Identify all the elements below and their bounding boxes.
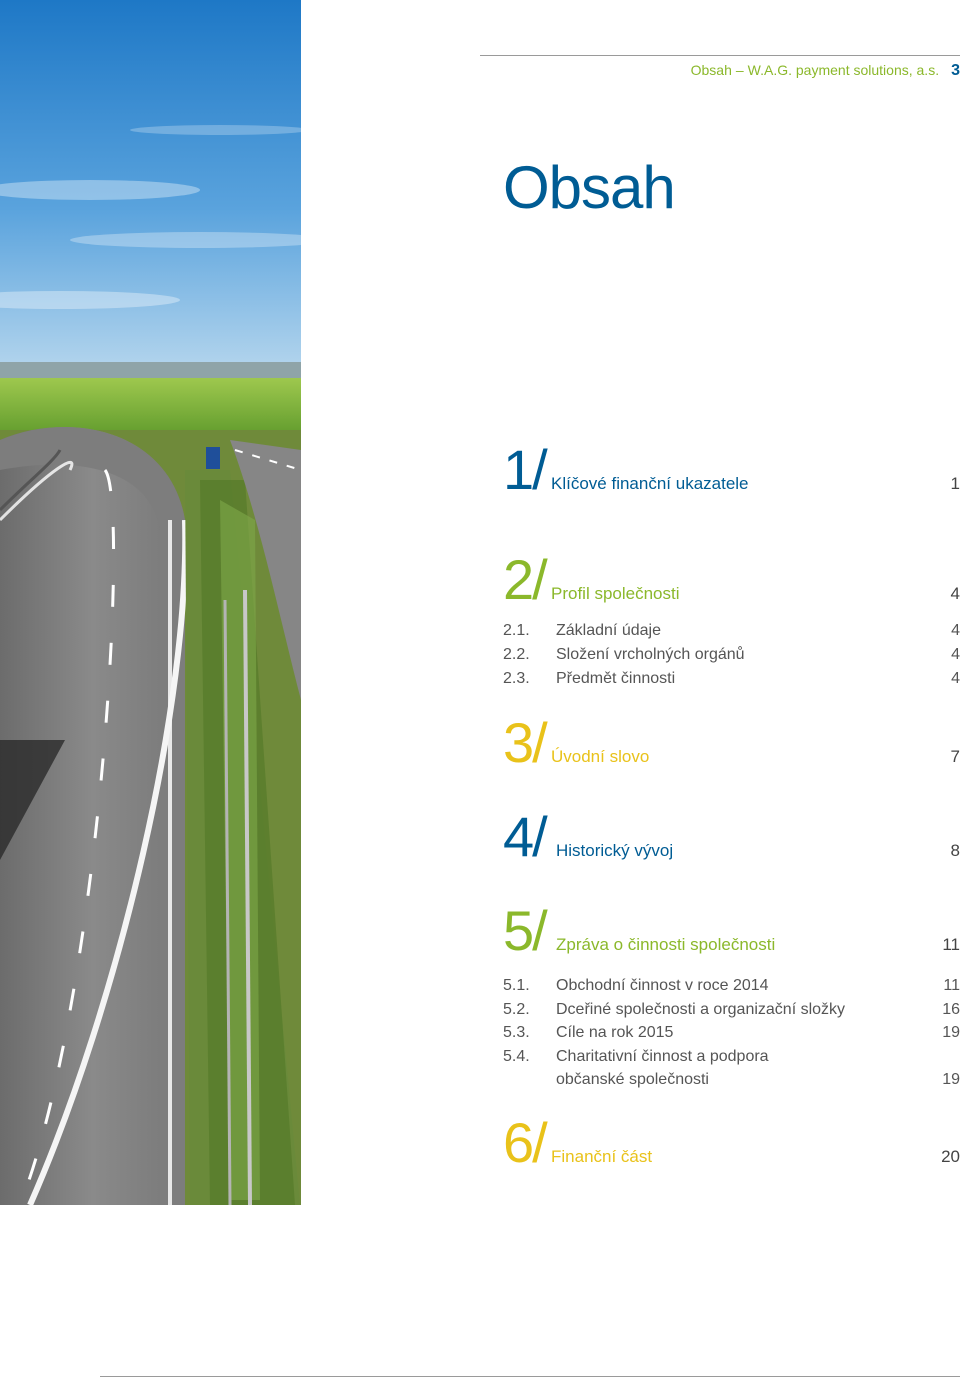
toc-section-3[interactable]	[503, 711, 960, 774]
header-rule	[480, 55, 960, 56]
toc-section-page: 1	[950, 474, 960, 493]
toc-item-5-3[interactable]	[503, 1021, 960, 1045]
toc-section-page: 20	[941, 1147, 960, 1166]
toc-section-label: Finanční část	[551, 1147, 653, 1166]
toc-section-number: 4/	[503, 805, 546, 868]
toc-section-label: Klíčové finanční ukazatele	[551, 474, 749, 493]
toc-section-number: 5/	[503, 899, 546, 962]
toc-item-label: občanské společnosti	[556, 1071, 709, 1088]
toc-item-number: 2.1.	[503, 622, 530, 639]
toc-section-label: Úvodní slovo	[551, 747, 650, 766]
toc-section-2[interactable]	[503, 548, 960, 611]
toc-section-4[interactable]	[503, 805, 960, 868]
toc-section-number: 1/	[503, 438, 546, 501]
toc-section-1[interactable]	[503, 438, 960, 501]
toc-item-page: 4	[951, 646, 960, 663]
header-section: Obsah	[690, 62, 732, 78]
toc-item-number: 5.4.	[503, 1048, 530, 1065]
running-header	[691, 62, 960, 82]
toc-item-label: Základní údaje	[556, 622, 661, 639]
toc-section-number: 3/	[503, 711, 546, 774]
toc-item-number: 2.3.	[503, 670, 530, 687]
toc-item-page: 4	[951, 622, 960, 639]
header-page-number: 3	[951, 62, 960, 79]
toc-item-5-4[interactable]	[503, 1045, 960, 1069]
toc-item-5-2[interactable]	[503, 998, 960, 1022]
page-title: Obsah	[503, 154, 675, 221]
toc-item-page: 19	[942, 1024, 960, 1041]
toc-item-2-1[interactable]	[503, 619, 960, 643]
toc-item-5-4-continued[interactable]	[503, 1068, 960, 1092]
header-dash: –	[735, 62, 744, 78]
toc-section-number: 2/	[503, 548, 546, 611]
toc-item-number: 5.3.	[503, 1024, 530, 1041]
toc-item-label: Cíle na rok 2015	[556, 1024, 674, 1041]
toc-item-page: 19	[942, 1071, 960, 1088]
footer-rule	[100, 1376, 960, 1377]
toc-section-label: Profil společnosti	[551, 584, 680, 603]
toc-item-page: 11	[943, 977, 960, 994]
toc-item-page: 16	[942, 1001, 960, 1018]
toc-item-2-2[interactable]	[503, 643, 960, 667]
header-company: W.A.G. payment solutions, a.s.	[747, 62, 940, 78]
toc-section-5[interactable]	[503, 899, 960, 962]
toc-item-number: 5.2.	[503, 1001, 530, 1018]
toc-item-page: 4	[951, 670, 960, 687]
toc-item-number: 5.1.	[503, 977, 530, 994]
toc-section-page: 11	[942, 935, 960, 954]
toc-section-label: Zpráva o činnosti společnosti	[556, 935, 776, 954]
toc-item-5-1[interactable]	[503, 974, 960, 998]
toc-section-number: 6/	[503, 1111, 546, 1174]
toc-item-label: Dceřiné společnosti a organizační složky	[556, 1001, 846, 1018]
toc-item-label: Složení vrcholných orgánů	[556, 646, 745, 663]
toc-item-number: 2.2.	[503, 646, 530, 663]
toc-item-2-3[interactable]	[503, 667, 960, 691]
toc-item-label: Obchodní činnost v roce 2014	[556, 977, 769, 994]
highway-photo	[0, 0, 301, 1205]
toc-section-label: Historický vývoj	[556, 841, 674, 860]
toc-item-label: Předmět činnosti	[556, 670, 676, 687]
toc-section-6[interactable]	[503, 1111, 960, 1174]
toc-item-label: Charitativní činnost a podpora	[556, 1048, 769, 1065]
toc-section-page: 7	[950, 747, 960, 766]
toc-section-page: 4	[950, 584, 960, 603]
toc-section-page: 8	[950, 841, 960, 860]
